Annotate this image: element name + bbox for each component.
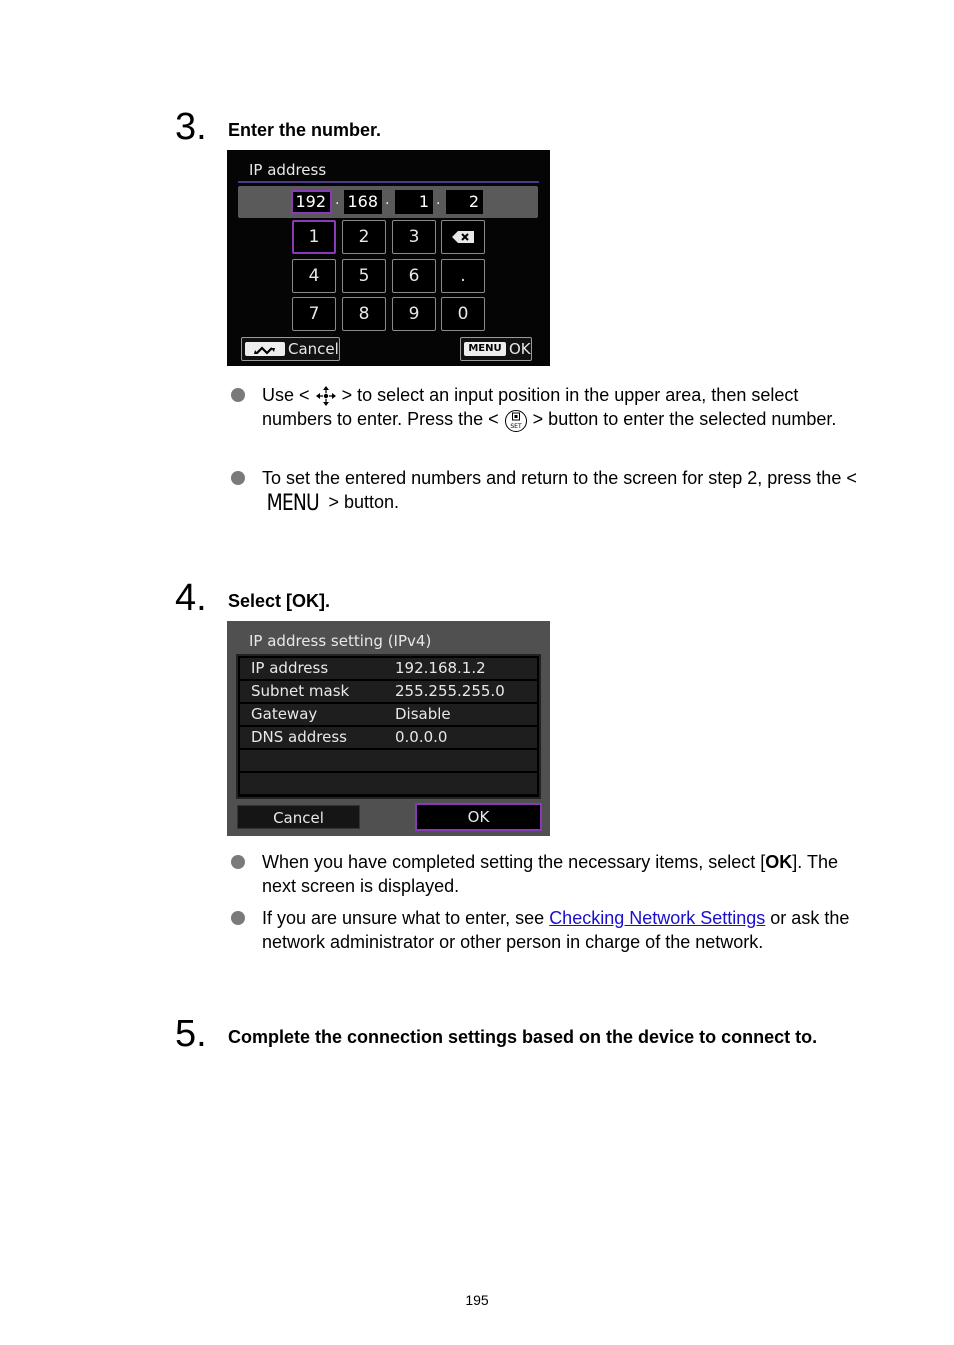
step-title: Select [OK].: [228, 591, 331, 611]
cancel-button[interactable]: Cancel: [237, 805, 360, 829]
multi-controller-icon: [315, 385, 337, 407]
menu-icon: MENU: [464, 342, 506, 356]
list-item: When you have completed setting the necessary items, select [OK]. The next screen is displayed.: [231, 850, 871, 898]
list-item: Use < > to select an input position in the upper area, then select numbers to enter. Press the < SET > button to enter the selected number.: [231, 383, 871, 433]
backspace-key[interactable]: [441, 220, 485, 254]
list-item: If you are unsure what to enter, see Checking Network Settings or ask the network administrator or other person in charge of the network.: [231, 906, 871, 954]
key-8[interactable]: 8: [342, 297, 386, 331]
table-row[interactable]: IP address 192.168.1.2: [240, 658, 537, 679]
key-5[interactable]: 5: [342, 259, 386, 293]
checking-network-settings-link[interactable]: Checking Network Settings: [549, 908, 766, 928]
ip-separator: .: [335, 192, 340, 208]
ip-field-3[interactable]: 1: [395, 190, 433, 214]
backspace-icon: [451, 230, 475, 244]
bullet-icon: [231, 855, 245, 869]
step-number: 4.: [175, 577, 207, 619]
list-item: To set the entered numbers and return to the screen for step 2, press the < MENU > button.: [231, 466, 871, 516]
key-1[interactable]: 1: [292, 220, 336, 254]
table-row[interactable]: Gateway Disable: [240, 704, 537, 725]
bullet-icon: [231, 911, 245, 925]
bullet-icon: [231, 388, 245, 402]
cancel-button[interactable]: [241, 337, 340, 361]
ip-field-1[interactable]: 192: [291, 190, 332, 214]
key-4[interactable]: 4: [292, 259, 336, 293]
bullet-icon: [231, 471, 245, 485]
table-row[interactable]: Subnet mask 255.255.255.0: [240, 681, 537, 702]
ip-address-setting-screen: [227, 621, 550, 836]
ip-field-2[interactable]: 168: [344, 190, 382, 214]
ok-button[interactable]: OK: [415, 803, 542, 831]
ok-button[interactable]: [460, 337, 532, 361]
ip-separator: .: [385, 192, 390, 208]
key-9[interactable]: 9: [392, 297, 436, 331]
ip-input-bar: [238, 186, 538, 218]
svg-text:SET: SET: [510, 422, 522, 430]
ip-field-4[interactable]: 2: [446, 190, 483, 214]
step-number: 3.: [175, 106, 207, 148]
cancel-label: Cancel: [288, 340, 339, 358]
key-0[interactable]: 0: [441, 297, 485, 331]
table-row-empty: [240, 750, 537, 771]
key-2[interactable]: 2: [342, 220, 386, 254]
title-divider: [238, 181, 539, 183]
screen-title: IP address: [249, 161, 327, 179]
settings-table: [236, 654, 541, 799]
set-button-icon: [504, 409, 528, 433]
step-title: Complete the connection settings based on the device to connect to.: [228, 1027, 818, 1047]
table-row-empty: [240, 773, 537, 794]
ip-separator: .: [436, 192, 441, 208]
key-6[interactable]: 6: [392, 259, 436, 293]
dial-icon: [245, 342, 285, 356]
table-row[interactable]: DNS address 0.0.0.0: [240, 727, 537, 748]
step-title: Enter the number.: [228, 120, 382, 140]
ok-label: OK: [509, 340, 531, 358]
key-7[interactable]: 7: [292, 297, 336, 331]
ip-address-entry-screen: [227, 150, 550, 366]
key-dot[interactable]: .: [441, 259, 485, 293]
step-number: 5.: [175, 1013, 207, 1055]
key-3[interactable]: 3: [392, 220, 436, 254]
page-number: 195: [465, 1292, 489, 1308]
menu-button-icon: MENU: [266, 491, 319, 516]
screen-title: IP address setting (IPv4): [249, 632, 432, 650]
